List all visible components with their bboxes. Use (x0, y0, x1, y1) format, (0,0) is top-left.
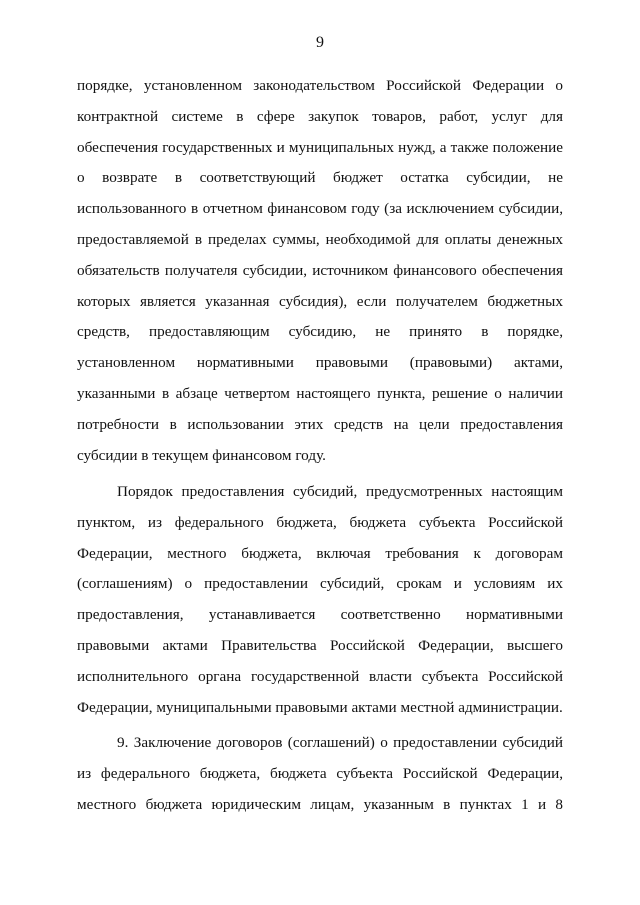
paragraph-continuation: порядке, установленном законодательством Российской Федерации о контрактной системе в сфере закупок товаров, работ, услуг для обеспечения государственных и муниципальных нужд, а также положение о возврате в соответствующий бюджет остатка субсидии, не использованного в отчетном финансовом году (за исключением субсидии, предоставляемой в пределах суммы, необходимой для оплаты денежных обязательств получателя субсидии, источником финансового обеспечения которых является указанная субсидия), если получателем бюджетных средств, предоставляющим субсидию, не принято в порядке, установленном нормативными правовыми (правовыми) актами, указанными в абзаце четвертом настоящего пункта, решение о наличии потребности в использовании этих средств на цели предоставления субсидии в текущем финансовом году. (77, 77, 563, 464)
paragraph-item-9: 9. Заключение договоров (соглашений) о предоставлении субсидий из федерального бюджета, бюджета субъекта Российской Федерации, местного бюджета юридическим лицам, указанным в пунктах 1 и 8 (77, 734, 563, 813)
paragraph-procedure: Порядок предоставления субсидий, предусмотренных настоящим пунктом, из федерального бюджета, бюджета субъекта Российской Федерации, местного бюджета, включая требования к договорам (соглашениям) о предоставлении субсидий, срокам и условиям их предоставления, устанавливается соответственно нормативными правовыми актами Правительства Российской Федерации, высшего исполнительного органа государственной власти субъекта Российской Федерации, муниципальными правовыми актами местной администрации. (77, 483, 563, 716)
page-number: 9 (316, 34, 324, 51)
